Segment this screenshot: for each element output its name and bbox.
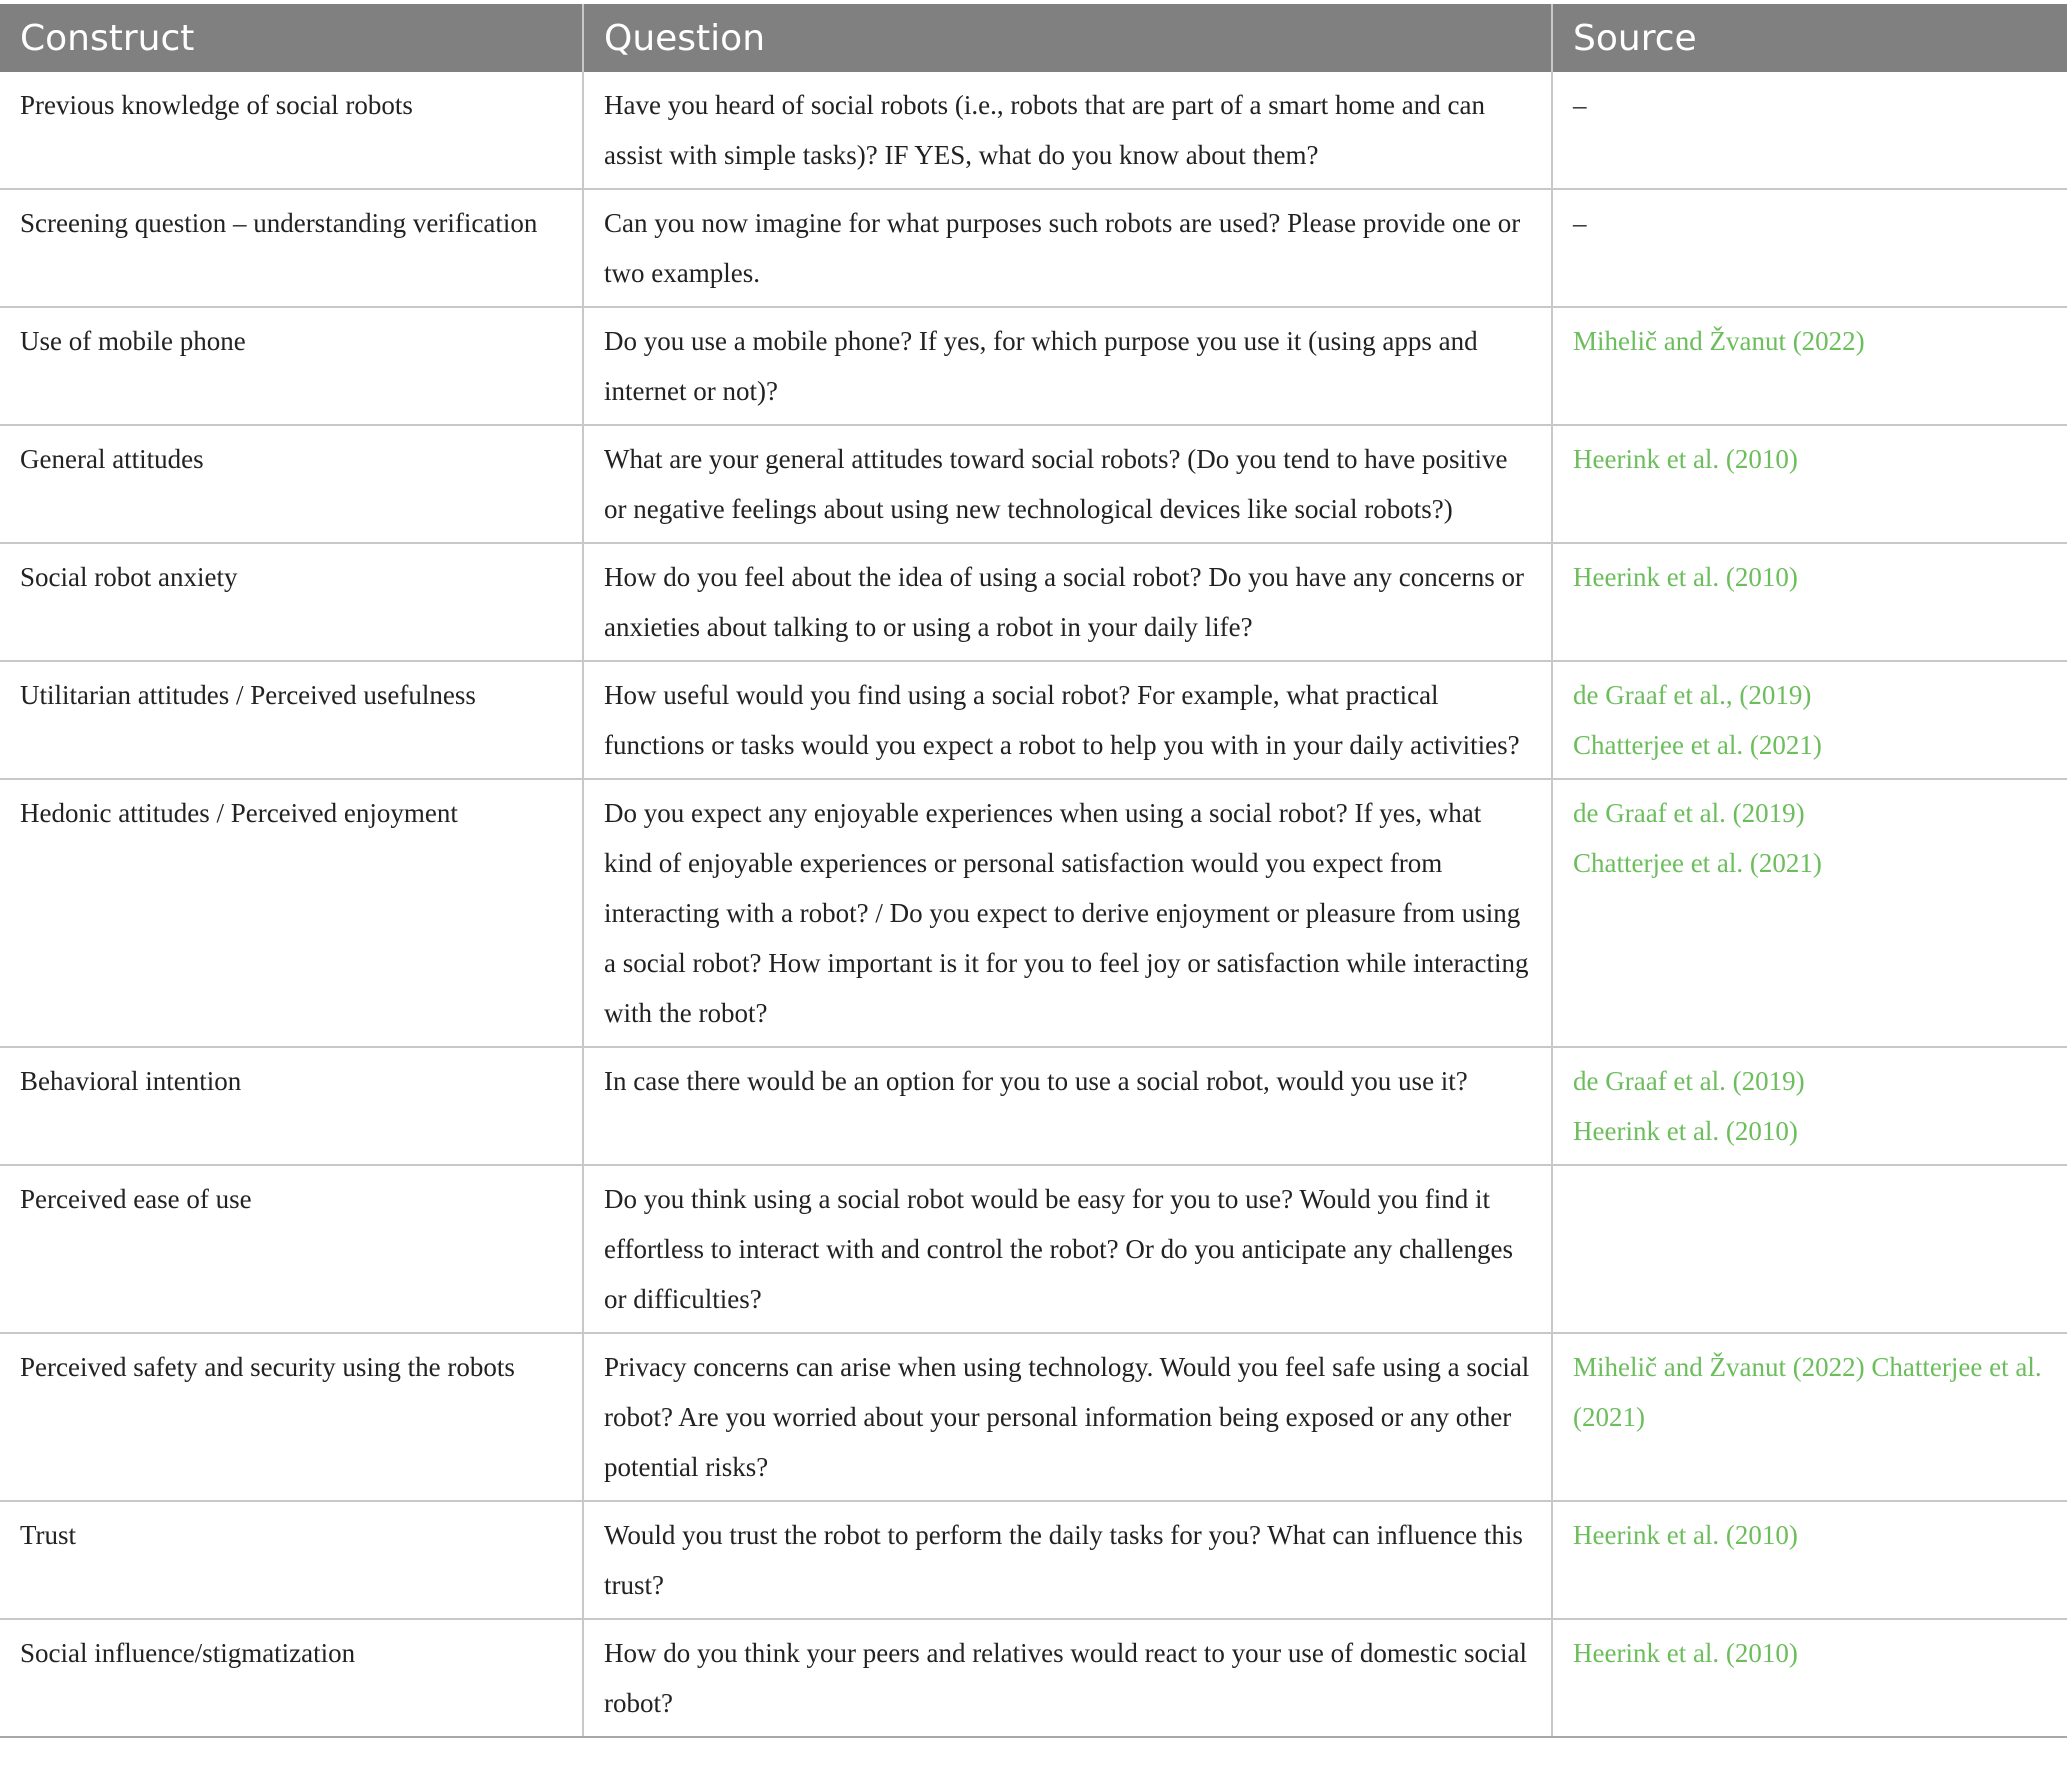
table-row xyxy=(0,1047,2067,1165)
header-question: Question xyxy=(583,4,1552,72)
question-cell: How do you think your peers and relatives would react to your use of domestic social robot? xyxy=(583,1619,1552,1737)
header-source: Source xyxy=(1552,4,2067,72)
question-cell: Can you now imagine for what purposes such robots are used? Please provide one or two examples. xyxy=(583,189,1552,307)
question-cell: Do you think using a social robot would be easy for you to use? Would you find it effortless to interact with and control the robot? Or do you anticipate any challenges or difficulties? xyxy=(583,1165,1552,1333)
construct-cell: Behavioral intention xyxy=(0,1047,583,1165)
construct-cell: Utilitarian attitudes / Perceived usefulness xyxy=(0,661,583,779)
question-cell: Would you trust the robot to perform the daily tasks for you? What can influence this trust? xyxy=(583,1501,1552,1619)
table-body xyxy=(0,72,2067,1737)
source-reference-link[interactable]: Mihelič and Žvanut (2022) xyxy=(1573,326,1865,356)
source-cell xyxy=(1552,543,2067,661)
source-cell xyxy=(1552,425,2067,543)
table-row xyxy=(0,189,2067,307)
constructs-table xyxy=(0,4,2067,1738)
table-row xyxy=(0,1333,2067,1501)
question-cell: How useful would you find using a social robot? For example, what practical functions or tasks would you expect a robot to help you with in your daily activities? xyxy=(583,661,1552,779)
question-cell: In case there would be an option for you to use a social robot, would you use it? xyxy=(583,1047,1552,1165)
construct-cell: Use of mobile phone xyxy=(0,307,583,425)
source-cell xyxy=(1552,1619,2067,1737)
table-row xyxy=(0,779,2067,1047)
source-reference-link[interactable]: de Graaf et al. (2019) xyxy=(1573,1066,1805,1096)
table-row xyxy=(0,425,2067,543)
table-row xyxy=(0,661,2067,779)
source-reference-link[interactable]: Chatterjee et al. (2021) xyxy=(1573,730,1822,760)
table-row xyxy=(0,72,2067,189)
source-reference-link[interactable]: Heerink et al. (2010) xyxy=(1573,1638,1798,1668)
construct-cell: Previous knowledge of social robots xyxy=(0,72,583,189)
source-cell xyxy=(1552,1165,2067,1333)
source-cell xyxy=(1552,1047,2067,1165)
table-row xyxy=(0,1501,2067,1619)
question-cell: Have you heard of social robots (i.e., robots that are part of a smart home and can assist with simple tasks)? IF YES, what do you know about them? xyxy=(583,72,1552,189)
source-reference-link[interactable]: de Graaf et al., (2019) xyxy=(1573,680,1812,710)
construct-cell: Hedonic attitudes / Perceived enjoyment xyxy=(0,779,583,1047)
source-empty-dash: – xyxy=(1573,208,1587,238)
source-cell xyxy=(1552,189,2067,307)
header-construct: Construct xyxy=(0,4,583,72)
source-reference-link[interactable]: de Graaf et al. (2019) xyxy=(1573,798,1805,828)
question-cell: Do you use a mobile phone? If yes, for which purpose you use it (using apps and internet or not)? xyxy=(583,307,1552,425)
source-reference-link[interactable]: Mihelič and Žvanut (2022) Chatterjee et al. (2021) xyxy=(1573,1352,2042,1432)
construct-cell: Social robot anxiety xyxy=(0,543,583,661)
source-reference-link[interactable]: Heerink et al. (2010) xyxy=(1573,562,1798,592)
question-cell: Privacy concerns can arise when using technology. Would you feel safe using a social robot? Are you worried about your personal information being exposed or any other potential risks? xyxy=(583,1333,1552,1501)
table-row xyxy=(0,543,2067,661)
question-cell: How do you feel about the idea of using a social robot? Do you have any concerns or anxieties about talking to or using a robot in your daily life? xyxy=(583,543,1552,661)
source-cell xyxy=(1552,1333,2067,1501)
construct-cell: Screening question – understanding verification xyxy=(0,189,583,307)
construct-cell: Social influence/stigmatization xyxy=(0,1619,583,1737)
source-reference-link[interactable]: Heerink et al. (2010) xyxy=(1573,1520,1798,1550)
table-row xyxy=(0,1165,2067,1333)
source-cell xyxy=(1552,307,2067,425)
source-cell xyxy=(1552,779,2067,1047)
source-cell xyxy=(1552,661,2067,779)
source-cell xyxy=(1552,72,2067,189)
construct-cell: General attitudes xyxy=(0,425,583,543)
source-cell xyxy=(1552,1501,2067,1619)
source-reference-link[interactable]: Heerink et al. (2010) xyxy=(1573,1116,1798,1146)
source-empty-dash: – xyxy=(1573,90,1587,120)
table-row xyxy=(0,307,2067,425)
source-reference-link[interactable]: Chatterjee et al. (2021) xyxy=(1573,848,1822,878)
question-cell: What are your general attitudes toward social robots? (Do you tend to have positive or negative feelings about using new technological devices like social robots?) xyxy=(583,425,1552,543)
construct-cell: Trust xyxy=(0,1501,583,1619)
construct-cell: Perceived safety and security using the robots xyxy=(0,1333,583,1501)
table-row xyxy=(0,1619,2067,1737)
construct-cell: Perceived ease of use xyxy=(0,1165,583,1333)
source-reference-link[interactable]: Heerink et al. (2010) xyxy=(1573,444,1798,474)
question-cell: Do you expect any enjoyable experiences when using a social robot? If yes, what kind of enjoyable experiences or personal satisfaction would you expect from interacting with a robot? / Do you expect to derive enjoyment or pleasure from using a social robot? How important is it for you to feel joy or satisfaction while interacting with the robot? xyxy=(583,779,1552,1047)
table-header xyxy=(0,4,2067,72)
header-row xyxy=(0,4,2067,72)
